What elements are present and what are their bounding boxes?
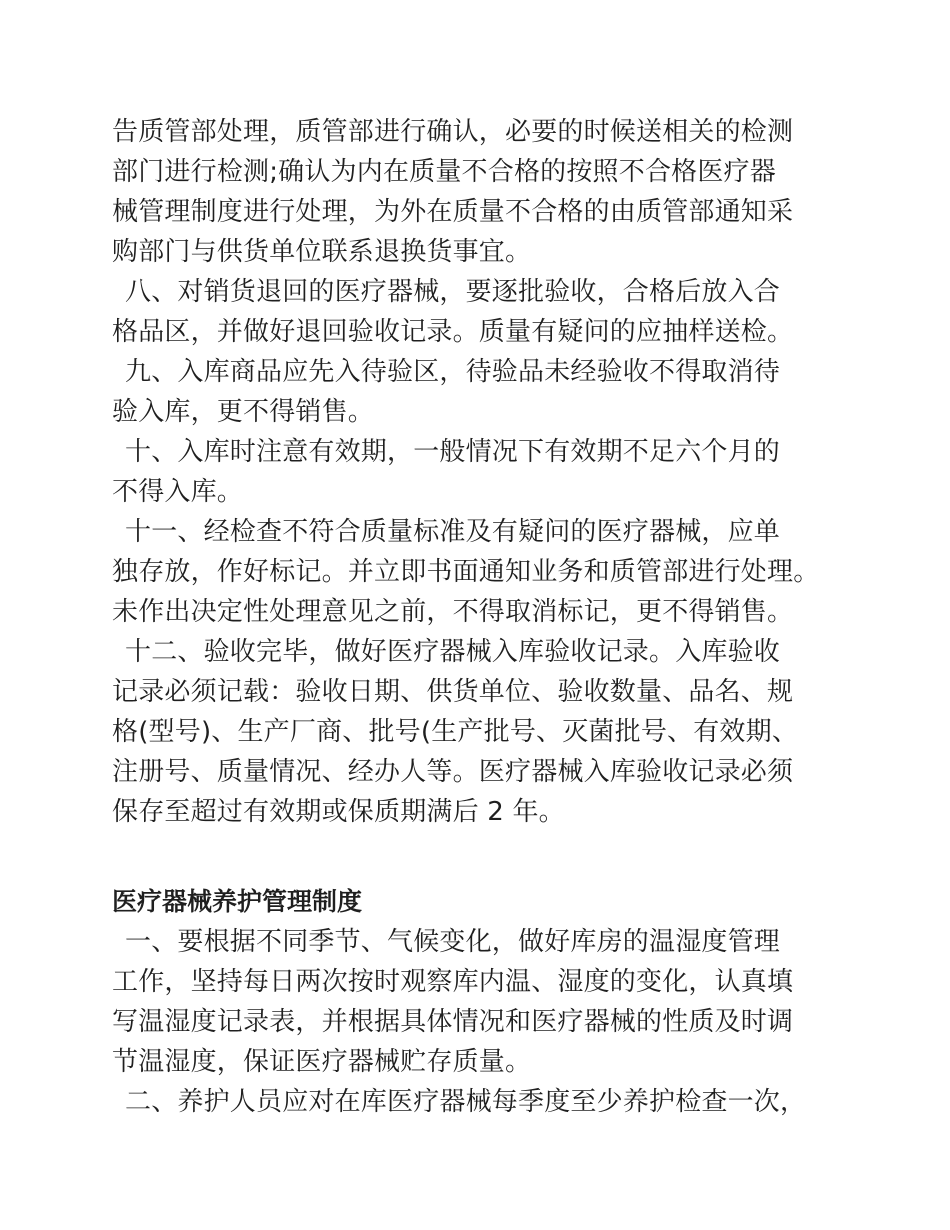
text-line: 验入库，更不得销售。: [112, 397, 375, 427]
document-body: [112, 112, 852, 1122]
item-11-line: 十一、经检查不符合质量标准及有疑问的医疗器械，应单: [125, 517, 781, 547]
text-line: 格品区，并做好退回验收记录。质量有疑问的应抽样送检。: [112, 317, 794, 347]
text-line: 告质管部处理，质管部进行确认，必要的时候送相关的检测: [112, 117, 794, 147]
text-line: 节温湿度，保证医疗器械贮存质量。: [112, 1047, 532, 1077]
item-2-line: 二、养护人员应对在库医疗器械每季度至少养护检查一次，: [125, 1087, 807, 1117]
text-line: 注册号、质量情况、经办人等。医疗器械入库验收记录必须: [112, 757, 794, 787]
text-line: 格(型号)、生产厂商、批号(生产批号、灭菌批号、有效期、: [112, 717, 799, 747]
text-line: 部门进行检测;确认为内在质量不合格的按照不合格医疗器: [112, 157, 776, 187]
text-line: 购部门与供货单位联系退换货事宜。: [112, 237, 532, 267]
item-12-line: 十二、验收完毕，做好医疗器械入库验收记录。入库验收: [125, 637, 781, 667]
text-line: 械管理制度进行处理，为外在质量不合格的由质管部通知采: [112, 197, 794, 227]
item-9-line: 九、入库商品应先入待验区，待验品未经验收不得取消待: [125, 357, 781, 387]
text-line: 写温湿度记录表，并根据具体情况和医疗器械的性质及时调: [112, 1007, 794, 1037]
item-1-line: 一、要根据不同季节、气候变化，做好库房的温湿度管理: [125, 927, 781, 957]
text-line: 未作出决定性处理意见之前，不得取消标记，更不得销售。: [112, 597, 794, 627]
item-8-line: 八、对销货退回的医疗器械，要逐批验收，合格后放入合: [125, 277, 781, 307]
text-line: 工作，坚持每日两次按时观察库内温、湿度的变化，认真填: [112, 967, 794, 997]
text-line: 保存至超过有效期或保质期满后 2 年。: [112, 797, 565, 827]
text-line: 不得入库。: [112, 477, 244, 507]
item-10-line: 十、入库时注意有效期，一般情况下有效期不足六个月的: [125, 437, 781, 467]
section-spacer: [112, 832, 852, 882]
text-line: 记录必须记载：验收日期、供货单位、验收数量、品名、规: [112, 677, 794, 707]
section-heading: 医疗器械养护管理制度: [112, 887, 363, 916]
text-line: 独存放，作好标记。并立即书面通知业务和质管部进行处理。: [112, 557, 820, 587]
